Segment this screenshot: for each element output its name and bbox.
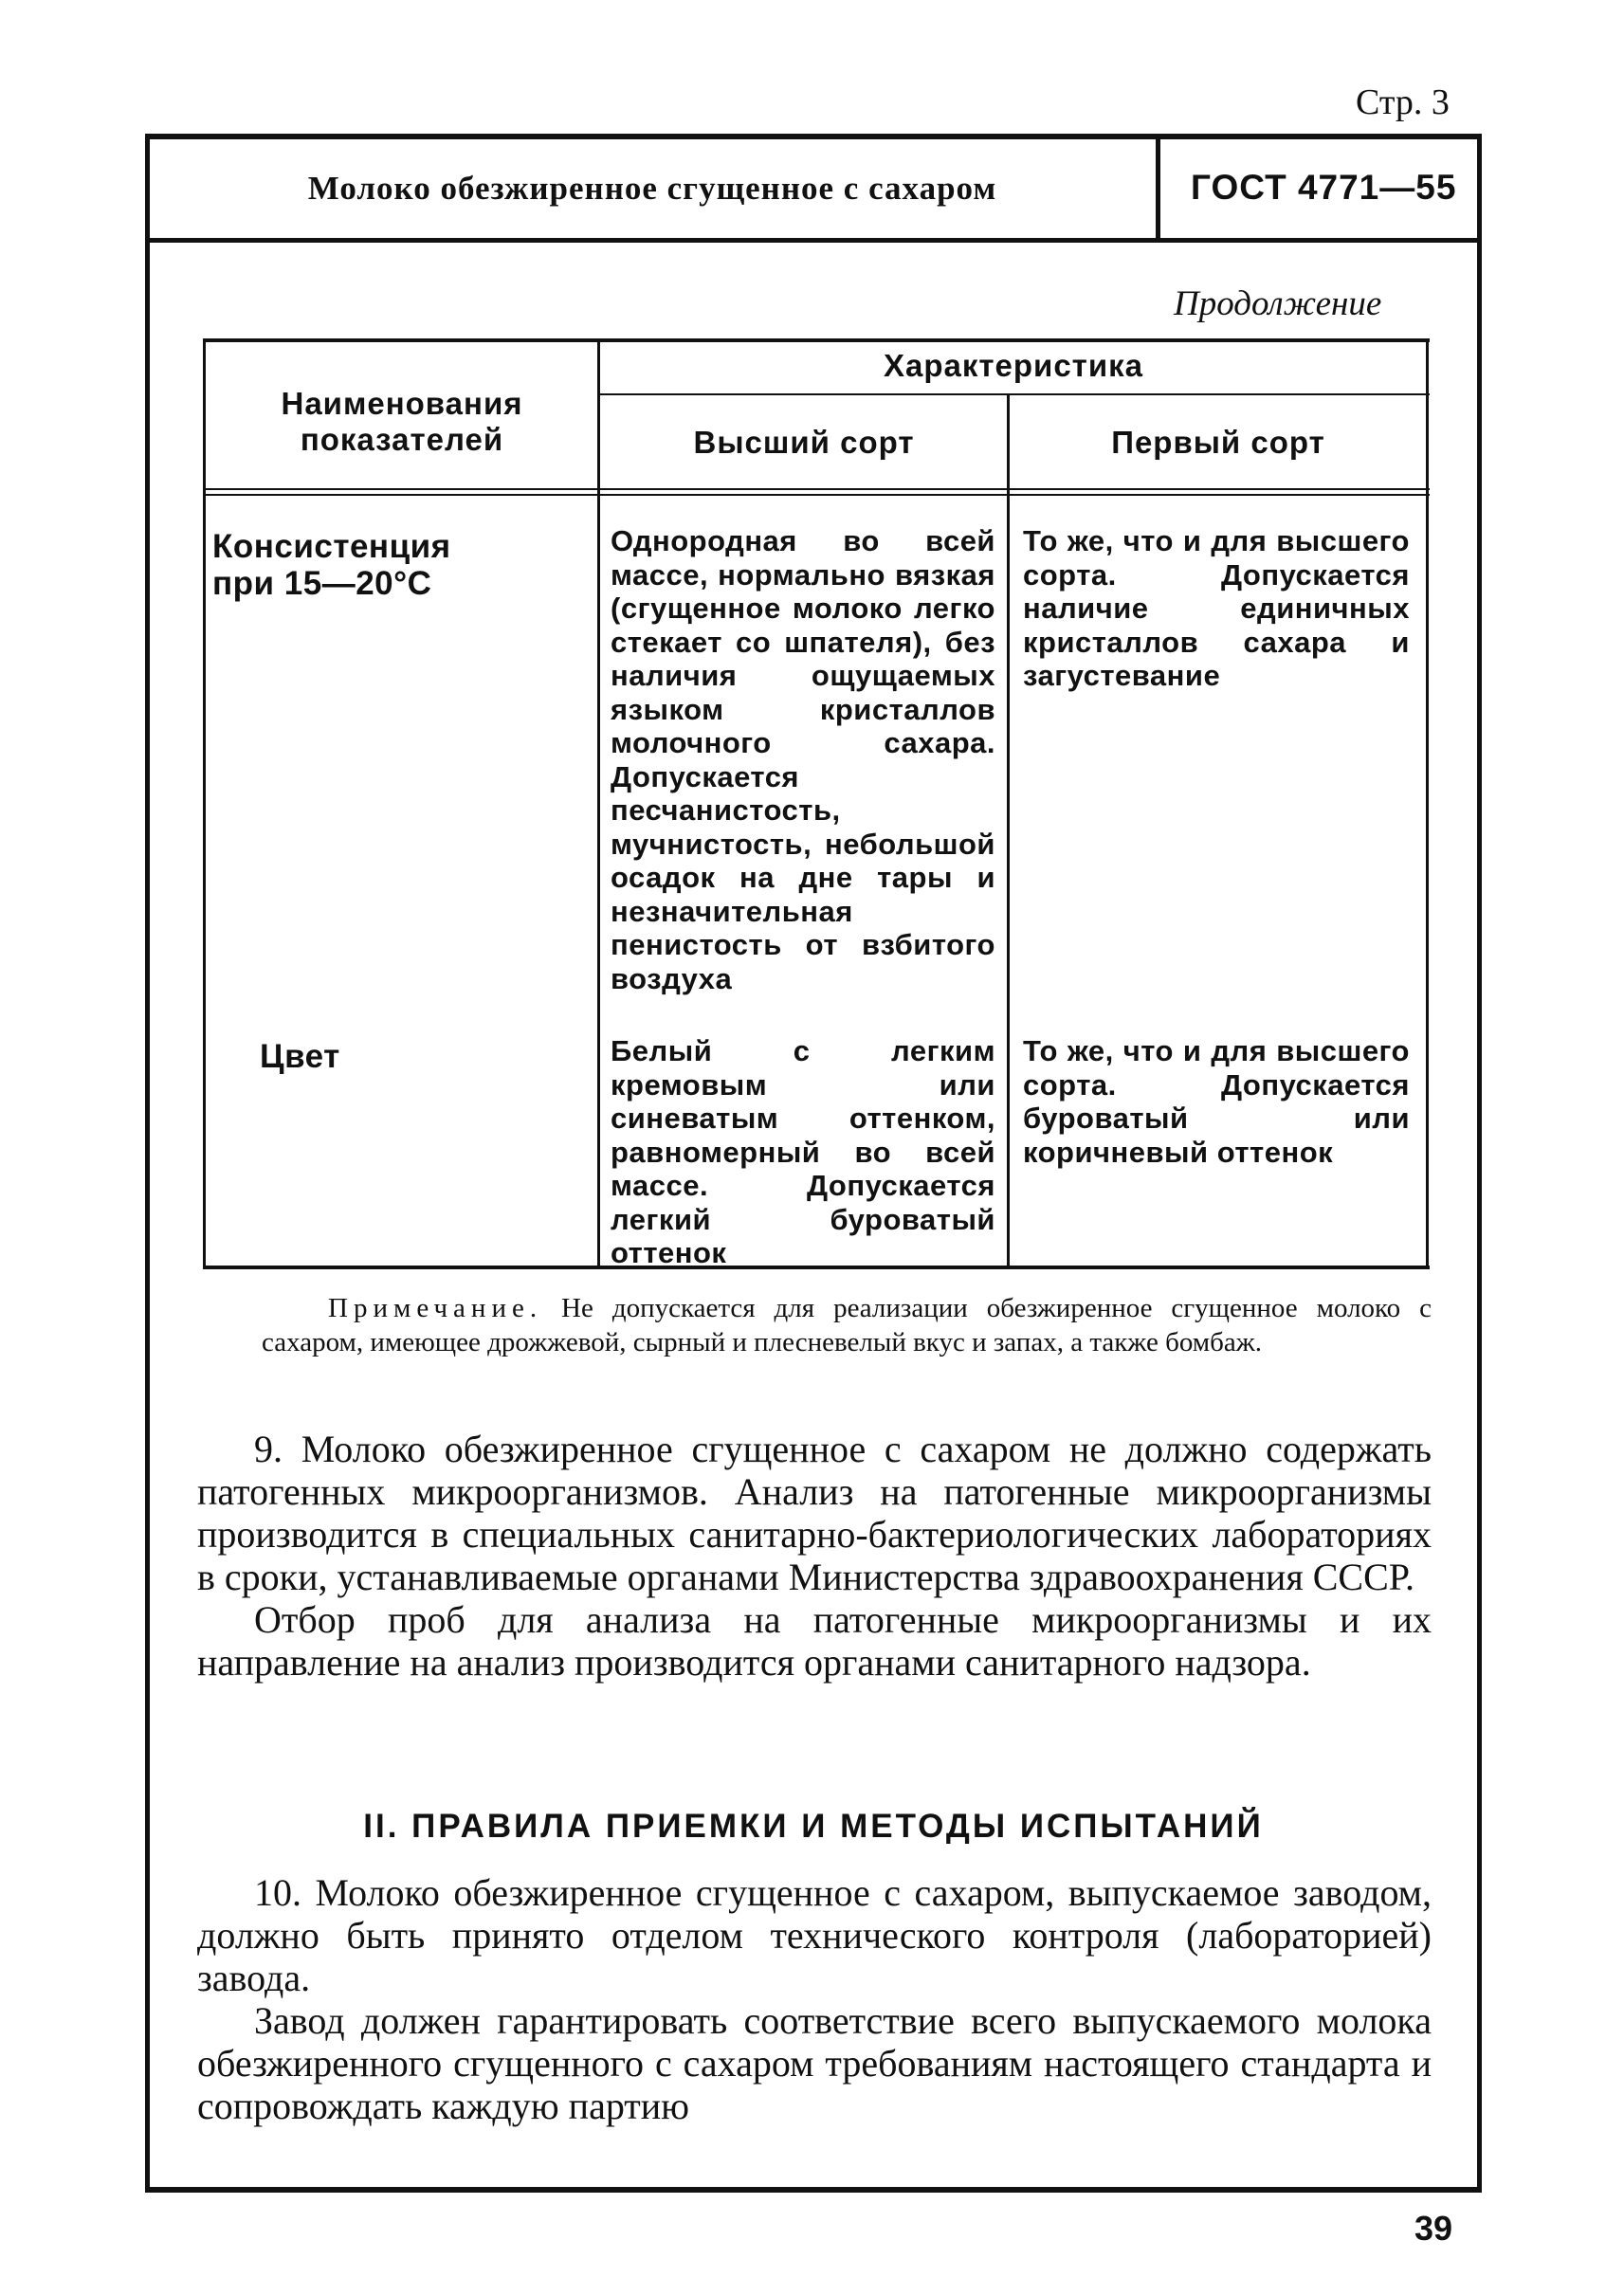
header-title: Молоко обезжиренное сгущенное с сахаром: [307, 170, 997, 207]
cell-consistency-higher: Однородная во всей массе, нормально вязкая (сгущенное молоко легко стекает со шпателя), без наличия ощущаемых языком кристаллов молочного сахара. Допускается песчанистость, мучнистость, небольшой осадок на дне тары и незначительная пенистость от взбитого воздуха: [611, 524, 995, 995]
table-note: [262, 1291, 1432, 1359]
table-top-rule: [203, 338, 1430, 342]
body-text-before-section: [197, 1428, 1432, 1684]
paragraph-9: 9. Молоко обезжиренное сгущенное с сахаром не должно содержать патогенных микроорганизмов. Анализ на патогенные микроорганизмы производится в специальных санитарно-бактериологических лабораториях в сроки, устанавливаемые органами Министерства здравоохранения СССР.: [197, 1428, 1432, 1598]
note-lead: Примечание.: [328, 1293, 543, 1323]
column-rule-1: [597, 338, 600, 1269]
col-header-first-grade: Первый сорт: [1111, 425, 1325, 460]
page-label: Стр. 3: [1356, 82, 1450, 122]
page-number: 39: [1414, 2209, 1453, 2248]
note-text: Не допускается для реализации обезжиренное сгущенное молоко с сахаром, имеющее дрожжевой, сырный и плесневелый вкус и запах, а также бомбаж.: [262, 1293, 1432, 1357]
group-header-rule: [599, 393, 1430, 395]
gost-number: ГОСТ 4771—55: [1191, 168, 1457, 207]
header-bottom-rule-1: [203, 488, 1430, 490]
table-right-rule: [1426, 338, 1429, 1269]
paragraph-guarantee: Завод должен гарантировать соответствие всего выпускаемого молока обезжиренного сгущенного с сахаром требованиям настоящего стандарта и сопровождать каждую партию: [197, 1999, 1432, 2127]
cell-color-higher: Белый с легким кремовым или синеватым оттенком, равномерный во всей массе. Допускается легкий буроватый оттенок: [611, 1034, 995, 1269]
cell-color-first: То же, что и для высшего сорта. Допускается буроватый или коричневый оттенок: [1023, 1034, 1410, 1169]
cell-consistency-first: То же, что и для высшего сорта. Допускается наличие единичных кристаллов сахара и загустевание: [1023, 524, 1410, 692]
column-rule-2: [1007, 393, 1010, 1269]
page-frame: [145, 134, 1482, 2193]
paragraph-sampling: Отбор проб для анализа на патогенные микроорганизмы и их направление на анализ производится органами санитарного надзора.: [197, 1598, 1432, 1684]
col-header-characteristic: Характеристика: [883, 348, 1144, 383]
body-text-after-section: [197, 1871, 1432, 2127]
paragraph-10: 10. Молоко обезжиренное сгущенное с сахаром, выпускаемое заводом, должно быть принято отделом технического контроля (лабораторией) завода.: [197, 1871, 1432, 1999]
table-continuation-label: Продолжение: [1174, 284, 1382, 323]
row-name-color: Цвет: [260, 1038, 340, 1075]
col-header-higher-grade: Высший сорт: [693, 425, 915, 460]
characteristics-table: [203, 338, 1430, 1269]
document-header: [150, 139, 1477, 243]
header-divider: [1156, 136, 1160, 243]
table-left-rule: [203, 338, 206, 1269]
row-name-consistency: Консистенция при 15—20°С: [212, 528, 451, 602]
col-header-indicators: Наименования показателей: [281, 386, 523, 457]
section-heading: II. ПРАВИЛА ПРИЕМКИ И МЕТОДЫ ИСПЫТАНИЙ: [363, 1808, 1264, 1845]
header-bottom-rule-2: [203, 494, 1430, 496]
